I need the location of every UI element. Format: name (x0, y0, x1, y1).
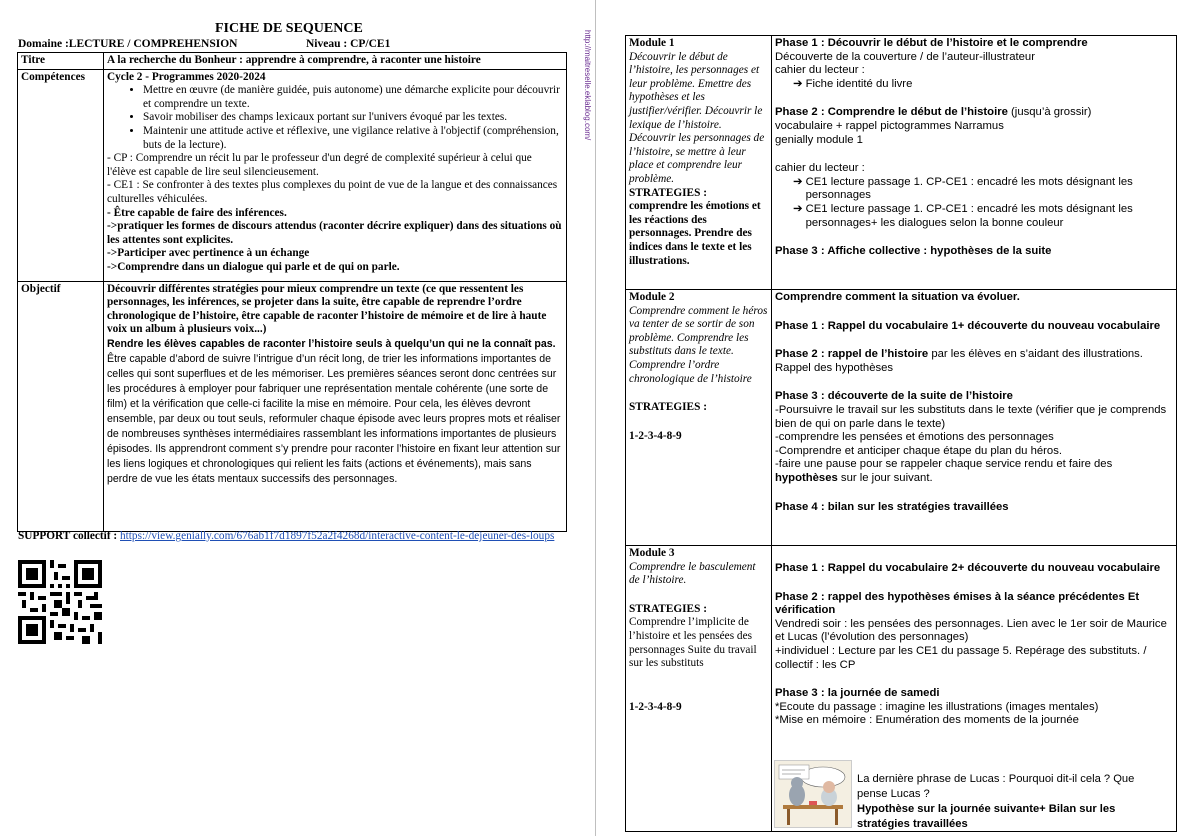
m1-p1-l2: cahier du lecteur : (775, 64, 865, 77)
m1-p2-l2: genially module 1 (775, 133, 863, 146)
module3-title: Module 3 (629, 547, 675, 559)
page-divider (595, 0, 596, 836)
page-title: FICHE DE SEQUENCE (215, 21, 363, 36)
competences-label: Compétences (18, 69, 104, 281)
m1-phase3-title: Phase 3 : Affiche collective : hypothèses de la suite (775, 245, 1052, 258)
qr-code (18, 560, 102, 644)
module2-cell (626, 290, 772, 546)
m1-p1-l1: Découverte de la couverture / de l’auteur-illustrateur (775, 50, 1035, 63)
m1-p2-arrow-item: ➔ CE1 lecture passage 1. CP-CE1 : encadré les mots désignant les personnages+ les dialogues selon la bonne couleur (793, 202, 1133, 229)
story-illustration (774, 760, 852, 828)
module2-desc: Comprendre comment le héros va tenter de se sortir de son problème. Comprendre les substituts dans le texte. Comprendre l’ordre chronologique de l’histoire (629, 304, 768, 385)
m1-p2-arrow-item: ➔ CE1 lecture passage 1. CP-CE1 : encadré les mots désignant les personnages (793, 175, 1133, 202)
domaine-line (18, 38, 391, 50)
table-row (18, 281, 567, 531)
module3-strat-text: Comprendre l’implicite de l’histoire et les pensées des personnages Suite du travail sur les substituts (629, 616, 757, 670)
support-link[interactable]: https://view.genially.com/676ab1f7d1897f52a2f4268d/interactive-content-le-dejeuner-des-loups (120, 530, 555, 542)
left-page (0, 0, 590, 836)
table-row (18, 53, 567, 70)
m2-phase2-title: Phase 2 : rappel de l’histoire (775, 348, 929, 361)
titre-label: Titre (18, 53, 104, 70)
list-item: • Maintenir une attitude active et réflexive, une vigilance relative à l'objectif (compréhension, buts de la lecture). (143, 125, 563, 152)
table-row (18, 69, 567, 281)
objectif-bold: Découvrir différentes stratégies pour mieux comprendre un texte (ce que ressentent les personnages, les inférences, se projeter dans la suite, être capable de reprendre l’ordre chronologique de l’histoire, être capable de raconter l’histoire de mémoire et de lire à haute voix un album à plusieurs voix...) (107, 282, 547, 336)
table-row (626, 290, 1177, 546)
list-item: • Mettre en œuvre (de manière guidée, puis autonome) une démarche explicite pour découvrir et comprendre un texte. (143, 84, 563, 111)
competences-cell (104, 69, 567, 281)
module1-title: Module 1 (629, 37, 675, 49)
support-label: SUPPORT collectif : (18, 530, 120, 542)
module3-desc: Comprendre le basculement de l’histoire. (629, 560, 756, 587)
m2-p3-l4: -faire une pause pour se rappeler chaque service rendu et faire des hypothèses sur le jour suivant. (775, 458, 1113, 484)
m3-p3-l1: *Ecoute du passage : imagine les illustrations (images mentales) (775, 700, 1099, 713)
m2-p3-l1: -Poursuivre le travail sur les substituts dans le texte (vérifier que je comprends bien de qui on parle dans le texte) (775, 403, 1167, 430)
table-row (626, 36, 1177, 290)
m1-p1-arrow-item: ➔ Fiche identité du livre (793, 77, 913, 90)
m3-p3-l2: *Mise en mémoire : Enumération des moments de la journée (775, 714, 1079, 727)
m2-intro: Comprendre comment la situation va évoluer. (775, 291, 1020, 303)
module3-cell (626, 546, 772, 832)
m3-phase3-title: Phase 3 : la journée de samedi (775, 687, 940, 700)
objectif-bold2: Rendre les élèves capables de raconter l’histoire seuls à quelqu’un qui ne la connaît pas. (107, 337, 556, 350)
last-bold: Hypothèse sur la journée suivante+ Bilan sur les stratégies travaillées (857, 803, 1116, 830)
module2-strat-label: STRATEGIES : (629, 401, 707, 414)
m3-phase2-title: Phase 2 : rappel des hypothèses émises à la séance précédentes Et vérification (775, 590, 1140, 617)
cp-text: - CP : Comprendre un récit lu par le professeur d'un degré de complexité supérieur à celui que l'élève est capable de lire seul silencieusement. (107, 152, 532, 178)
objectif-text: Être capable d’abord de suivre l’intrigue d’un récit long, de trier les informations importantes de celles qui sont superflues et de les mémoriser. Les premières séances seront donc centrées sur les procédures à employer pour fabriquer une représentation mentale cohérente (une sorte de film) et la vérification que celle-ci facilite la mise en mémoire. Pour cela, les élèves devront ensemble, par deux ou tout seuls, reformuler chaque épisode avec leurs propres mots et réaliser de nombreuses synthèses intermédiaires rassemblant les informations importantes de plusieurs épisodes. Ils apprendront comment s’y prendre pour raconter l’histoire en fixant leur attention sur les liens logiques et chronologiques qui relient les faits (actions et événements), mais sans perdre de vue les états mentaux successifs des personnages. (107, 352, 561, 485)
objectif-cell (104, 281, 567, 531)
echange-text: ->Participer avec pertinence à un échange (107, 247, 310, 260)
m3-phase1-title: Phase 1 : Rappel du vocabulaire 2+ découverte du nouveau vocabulaire (775, 562, 1161, 574)
niveau: Niveau : CP/CE1 (306, 38, 391, 50)
titre-value: A la recherche du Bonheur : apprendre à comprendre, à raconter une histoire (104, 53, 567, 70)
support (18, 530, 566, 544)
module3-nums: 1-2-3-4-8-9 (629, 700, 682, 713)
sequence-table (17, 52, 567, 532)
module1-cell (626, 36, 772, 290)
competences-list (107, 84, 563, 152)
list-item: • Savoir mobiliser des champs lexicaux portant sur l'univers évoqué par les textes. (143, 111, 563, 125)
inferences-text: - Être capable de faire des inférences. (107, 206, 287, 219)
m1-phase2-title: Phase 2 : Comprendre le début de l’histoire (775, 106, 1008, 119)
illustration-caption (857, 772, 1167, 832)
objectif-label: Objectif (18, 281, 104, 531)
dialogue-text: ->Comprendre dans un dialogue qui parle et de qui on parle. (107, 260, 400, 273)
m1-p2-l1: vocabulaire + rappel pictogrammes Narramus (775, 119, 1004, 132)
m1-phase1-title: Phase 1 : Découvrir le début de l’histoire et le comprendre (775, 37, 1088, 49)
m3-p2-l1: Vendredi soir : les pensées des personnages. Lien avec le 1er soir de Maurice et Lucas (l’évolution des personnages) (775, 617, 1167, 644)
m2-p3-l3: -Comprendre et anticiper chaque étape du plan du héros. (775, 444, 1063, 457)
modules-table (625, 35, 1177, 832)
vertical-url: http://maitreselle.eklablog.com/ (583, 30, 592, 141)
m2-phase4-title: Phase 4 : bilan sur les stratégies travaillées (775, 500, 1009, 513)
m2-p2-suffix: par les élèves en s’aidant des illustrations. Rappel des hypothèses (775, 348, 1143, 374)
module2-title: Module 2 (629, 291, 675, 303)
ce1-text: - CE1 : Se confronter à des textes plus complexes du point de vue de la langue et des connaissances culturelles véhiculées. (107, 179, 558, 205)
cycle-heading: Cycle 2 - Programmes 2020-2024 (107, 70, 266, 83)
module2-phases (772, 290, 1177, 546)
last-phrase: La dernière phrase de Lucas : Pourquoi dit-il cela ? Que pense Lucas ? (857, 773, 1135, 800)
m3-p2-l2: +individuel : Lecture par les CE1 du passage 5. Repérage des substituts. / collectif : les CP (775, 644, 1147, 671)
m1-p2-l3: cahier du lecteur : (775, 162, 865, 175)
module3-strat-label: STRATEGIES : (629, 602, 707, 615)
module1-strat-text: comprendre les émotions et les réactions des personnages. Prendre des indices dans le texte et les illustrations. (629, 200, 761, 267)
m1-p2-suffix: (jusqu’à grossir) (1007, 106, 1092, 119)
m2-phase3-title: Phase 3 : découverte de la suite de l’histoire (775, 390, 1013, 403)
m2-p3-l2: -comprendre les pensées et émotions des personnages (775, 431, 1054, 444)
discours-text: ->pratiquer les formes de discours attendus (raconter décrire expliquer) dans des situations où les attentes sont explicites. (107, 220, 562, 246)
module2-nums: 1-2-3-4-8-9 (629, 429, 682, 442)
module1-desc: Découvrir le début de l’histoire, les personnages et leur problème. Emettre des hypothèses et les justifier/vérifier. Découvrir le lexique de l’histoire. Découvrir les personnages de l’histoire, se mettre à leur place et comprendre leur problème. (629, 50, 765, 185)
m2-phase1-title: Phase 1 : Rappel du vocabulaire 1+ découverte du nouveau vocabulaire (775, 319, 1161, 332)
domaine: Domaine :LECTURE / COMPREHENSION (18, 38, 238, 50)
module1-phases (772, 36, 1177, 290)
module1-strat-label: STRATEGIES : (629, 186, 707, 199)
right-page (600, 0, 1185, 836)
